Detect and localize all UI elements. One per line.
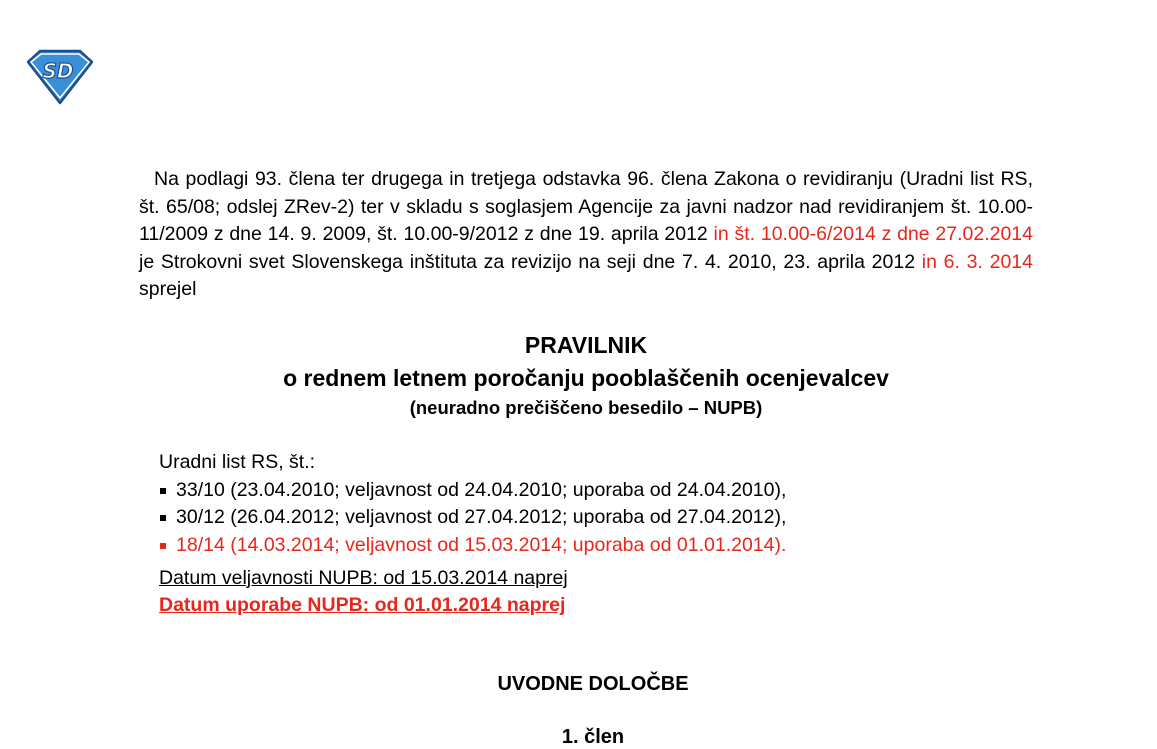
bullet-square-icon <box>160 543 166 549</box>
logo <box>22 48 96 106</box>
uporaba-date: Datum uporabe NUPB: od 01.01.2014 naprej <box>159 594 566 616</box>
veljavnost-date: Datum veljavnosti NUPB: od 15.03.2014 naprej <box>159 567 568 589</box>
bullet-square-icon <box>160 515 166 521</box>
uradni-list-block <box>159 449 786 559</box>
uradni-list-item-text: 30/12 (26.04.2012; veljavnost od 27.04.2012; uporaba od 27.04.2012), <box>176 506 787 528</box>
nupb-dates <box>159 565 568 619</box>
bullet-square-icon <box>160 488 166 494</box>
document-title: PRAVILNIK <box>524 332 648 358</box>
article-heading: 1. člen <box>561 726 625 748</box>
document-subtitle: o rednem letnem poročanju pooblaščenih ocenjevalcev <box>283 365 889 391</box>
uradni-list-label: Uradni list RS, št.: <box>159 451 316 473</box>
logo-text: SD <box>42 59 74 83</box>
uradni-list-item-text: 33/10 (23.04.2010; veljavnost od 24.04.2010; uporaba od 24.04.2010), <box>176 478 787 501</box>
preamble-text-1: Na podlagi 93. člena ter drugega in tretjega odstavka 96. člena Zakona o revidiranju (Uradni list RS, št. 65/08; odslej ZRev-2) ter v skladu s soglasjem Agencije za javni nadzor nad revidiranjem št. 10.00-11/2009 z dne 14. 9. 2009, št. 10.00-9/2012 z dne 19. aprila 2012 <box>139 168 1033 246</box>
preamble-text-3: je Strokovni svet Slovenskega inštituta za revizijo na seji dne 7. 4. 2010, 23. aprila 2012 <box>139 250 916 273</box>
uradni-list-item <box>159 504 786 532</box>
uradni-list-item-text: 18/14 (14.03.2014; veljavnost od 15.03.2014; uporaba od 01.01.2014). <box>176 533 787 556</box>
preamble-session-2014: in 6. 3. 2014 <box>921 250 1033 273</box>
preamble-amendment-2014: in št. 10.00-6/2014 z dne 27.02.2014 <box>713 223 1033 246</box>
preamble-text-5: sprejel <box>139 278 197 301</box>
uradni-list-item <box>159 477 786 505</box>
section-heading: UVODNE DOLOČBE <box>497 673 689 695</box>
uradni-list-item <box>159 532 786 560</box>
sd-shield-logo-icon <box>22 48 96 106</box>
document-note: (neuradno prečiščeno besedilo – NUPB) <box>409 397 763 418</box>
preamble-paragraph <box>139 166 1033 304</box>
